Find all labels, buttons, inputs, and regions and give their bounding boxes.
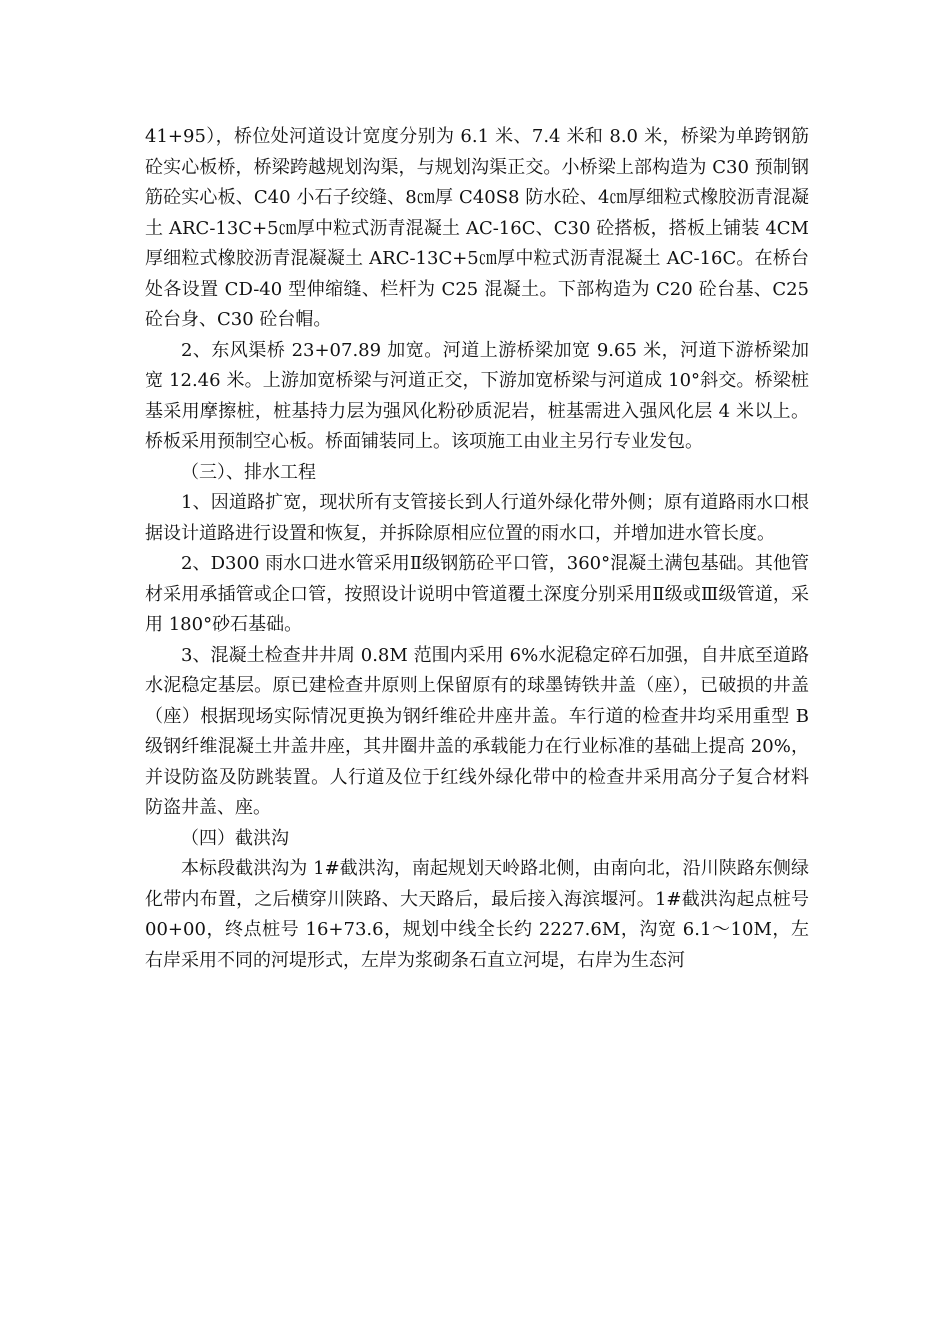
- paragraph-drainage-3: 3、混凝土检查井井周 0.8M 范围内采用 6%水泥稳定碎石加强，自井底至道路水泥稳定基层。原已建检查井原则上保留原有的球墨铸铁井盖（座），已破损的井盖（座）根据现场实际情况更换为钢纤维砼井座井盖。车行道的检查井均采用重型 B 级钢纤维混凝土井盖井座，其井圈井盖的承载能力在行业标准的基础上提高 20%，并设防盗及防跳装置。人行道及位于红线外绿化带中的检查井采用高分子复合材料防盗井盖、座。: [145, 644, 809, 818]
- paragraph-drainage-1: 1、因道路扩宽，现状所有支管接长到人行道外绿化带外侧；原有道路雨水口根据设计道路进行设置和恢复，并拆除原相应位置的雨水口，并增加进水管长度。: [145, 492, 809, 544]
- paragraph-dongfengqu-bridge: 2、东风渠桥 23+07.89 加宽。河道上游桥梁加宽 9.65 米，河道下游桥梁加宽 12.46 米。上游加宽桥梁与河道正交，下游加宽桥梁与河道成 10°斜交。桥梁桩基采用摩擦桩，桩基持力层为强风化粉砂质泥岩，桩基需进入强风化层 4 米以上。桥板采用预制空心板。桥面铺装同上。该项施工由业主另行专业发包。: [145, 339, 809, 452]
- section-heading-drainage: （三）、排水工程: [181, 461, 316, 483]
- document-body: [145, 122, 809, 976]
- section-heading-flood-ditch: （四）截洪沟: [181, 827, 289, 849]
- paragraph-bridge-structure: 41+95），桥位处河道设计宽度分别为 6.1 米、7.4 米和 8.0 米，桥梁为单跨钢筋砼实心板桥，桥梁跨越规划沟渠，与规划沟渠正交。小桥梁上部构造为 C30 预制钢筋砼实心板、C40 小石子绞缝、8㎝厚 C40S8 防水砼、4㎝厚细粒式橡胶沥青混凝土 ARC-13C+5㎝厚中粒式沥青混凝土 AC-16C、C30 砼搭板，搭板上铺装 4CM 厚细粒式橡胶沥青混凝凝土 ARC-13C+5㎝厚中粒式沥青混凝土 AC-16C。在桥台处各设置 CD-40 型伸缩缝、栏杆为 C25 混凝土。下部构造为 C20 砼台基、C25 砼台身、C30 砼台帽。: [145, 126, 809, 330]
- paragraph-drainage-2: 2、D300 雨水口进水管采用Ⅱ级钢筋砼平口管，360°混凝土满包基础。其他管材采用承插管或企口管，按照设计说明中管道覆土深度分别采用Ⅱ级或Ⅲ级管道，采用 180°砂石基础。: [145, 553, 809, 635]
- paragraph-flood-ditch: 本标段截洪沟为 1#截洪沟，南起规划天岭路北侧，由南向北，沿川陕路东侧绿化带内布置，之后横穿川陕路、大天路后，最后接入海滨堰河。1#截洪沟起点桩号 00+00，终点桩号 16+73.6，规划中线全长约 2227.6M，沟宽 6.1～10M，左右岸采用不同的河堤形式，左岸为浆砌条石直立河堤，右岸为生态河: [145, 858, 809, 971]
